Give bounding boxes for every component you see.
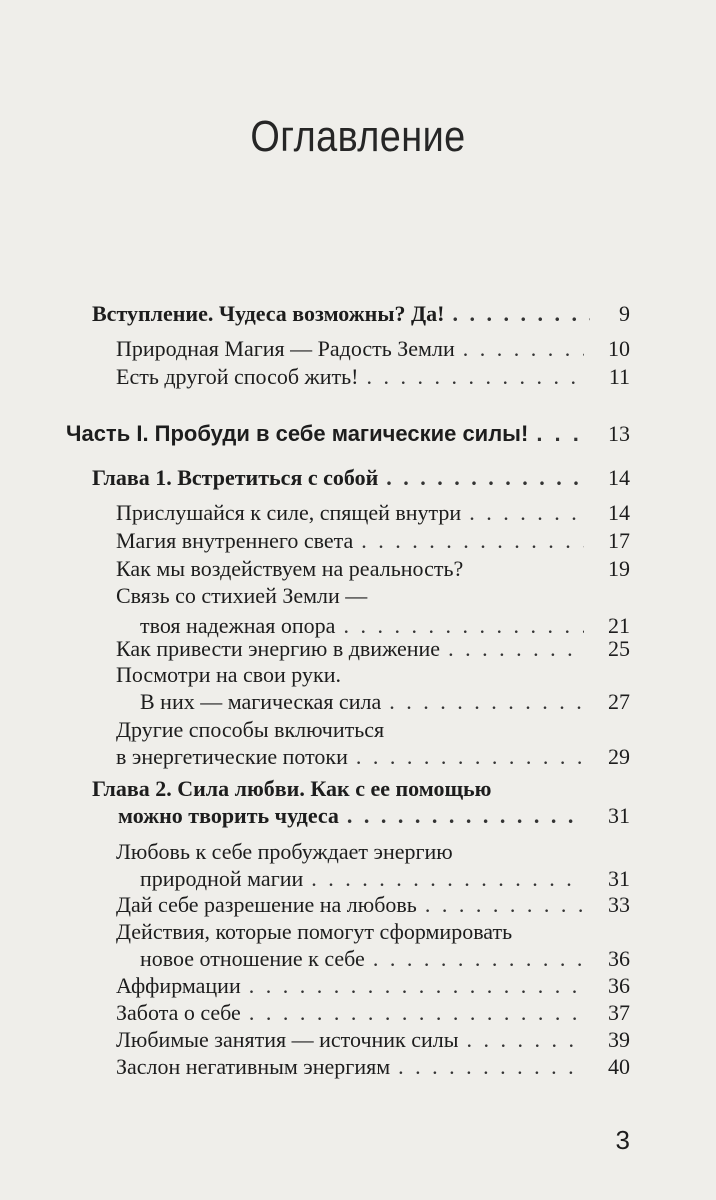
toc-page-number: 27: [608, 689, 630, 714]
dot-leader: [356, 741, 584, 773]
toc-entry-text: Глава 2. Сила любви. Как с ее помощью: [92, 776, 492, 801]
toc-entry-text: Любимые занятия — источник силы: [116, 1027, 459, 1052]
toc-entry-text: Дай себе разрешение на любовь: [116, 892, 417, 917]
toc-page-number: 31: [608, 803, 630, 828]
toc-entry-text: Как привести энергию в движение: [116, 636, 441, 661]
toc-entry-text: Заслон негативным энергиям: [116, 1054, 391, 1079]
toc-entry-text-cont: твоя надежная опора: [140, 613, 336, 638]
toc-entry-text: Магия внутреннего света: [116, 528, 354, 553]
page-number: 3: [615, 1125, 630, 1155]
toc-page-number: 36: [608, 946, 630, 971]
toc-page-number: 37: [608, 1000, 630, 1025]
dot-leader: [347, 800, 584, 832]
toc-entry-text: Природная Магия — Радость Земли: [116, 336, 455, 361]
toc-entry-part: [0, 418, 716, 450]
toc-page-number: 17: [608, 528, 630, 553]
toc-page-number: 10: [608, 336, 630, 361]
page-title: Оглавление: [250, 112, 466, 161]
toc-entry-text: Забота о себе: [116, 1000, 241, 1025]
toc-entry-text: Другие способы включиться: [116, 717, 385, 742]
toc-page-number: 39: [608, 1027, 630, 1052]
toc-entry-chapter: [0, 773, 716, 837]
toc-page-number: 19: [608, 556, 630, 581]
toc-page-number: 31: [608, 866, 630, 891]
toc-entry-text: Любовь к себе пробуждает энергию: [116, 839, 453, 864]
toc-page-number: 25: [608, 636, 630, 661]
toc-entry-text: Часть I. Пробуди в себе магические силы!: [66, 421, 529, 446]
toc-entry-text: Посмотри на свои руки.: [116, 662, 341, 687]
toc-entry-text: Как мы воздействуем на реальность?: [116, 556, 464, 581]
toc-entry-chapter: [0, 462, 716, 494]
toc-entry-text: Прислушайся к силе, спящей внутри: [116, 500, 462, 525]
toc-entry-intro: [0, 298, 716, 330]
toc-page-number: 36: [608, 973, 630, 998]
toc-entry-text-cont: можно творить чудеса: [118, 803, 339, 828]
toc-page-number: 9: [619, 301, 630, 326]
toc-page-number: 11: [608, 364, 630, 389]
toc-page-number: 33: [608, 892, 630, 917]
dot-leader: [398, 1051, 584, 1083]
toc-entry-text: Действия, которые помогут сформировать: [116, 919, 513, 944]
toc-entry-text-cont: природной магии: [140, 866, 304, 891]
toc-entry-text: Есть другой способ жить!: [116, 364, 359, 389]
toc-entry-text: Связь со стихией Земли —: [116, 583, 368, 608]
dot-leader: [452, 298, 590, 330]
toc-entry: [0, 361, 716, 393]
dot-leader: [367, 361, 585, 393]
toc-page-number: 14: [608, 465, 630, 490]
dot-leader: [386, 462, 584, 494]
toc-entry-text: Вступление. Чудеса возможны? Да!: [92, 301, 445, 326]
toc-page-number: 29: [608, 744, 630, 769]
toc-entry: [0, 714, 716, 778]
toc-page-number: 40: [608, 1054, 630, 1079]
toc-page-number: 14: [608, 500, 630, 525]
dot-leader: [536, 418, 582, 450]
toc-entry-text-cont: В них — магическая сила: [140, 689, 382, 714]
toc-entry-text-cont: новое отношение к себе: [140, 946, 365, 971]
toc-page-number: 13: [608, 421, 630, 446]
toc-entry: [0, 1051, 716, 1083]
toc-entry-text-cont: в энергетические потоки: [116, 744, 348, 769]
toc-page-number: 21: [608, 613, 630, 638]
toc-entry-text: Аффирмации: [116, 973, 241, 998]
toc-entry-text: Глава 1. Встретиться с собой: [92, 465, 379, 490]
